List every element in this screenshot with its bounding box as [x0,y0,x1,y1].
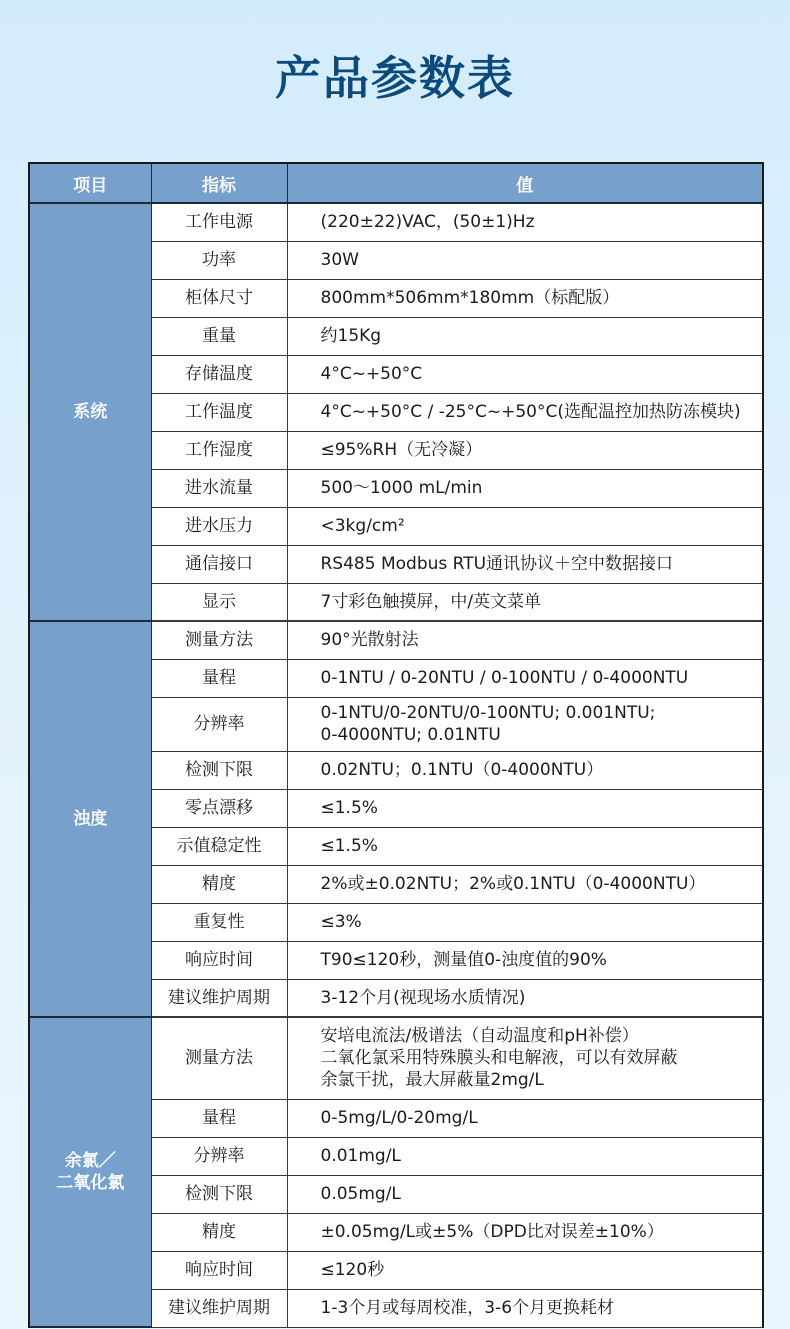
row-value: 3-12个月(视现场水质情况) [287,979,762,1017]
row-label: 精度 [151,865,287,903]
row-label: 存储温度 [151,355,287,393]
spec-table-container [28,162,764,1328]
row-label: 量程 [151,1099,287,1137]
row-value: 0-5mg/L/0-20mg/L [287,1099,762,1137]
row-value: T90≤120秒，测量值0-浊度值的90% [287,941,762,979]
group-label-line: 二氧化氯 [56,1173,125,1193]
row-value: 1-3个月或每周校准，3-6个月更换耗材 [287,1289,762,1327]
row-label: 响应时间 [151,1251,287,1289]
row-label: 响应时间 [151,941,287,979]
row-label: 工作电源 [151,203,287,241]
row-label: 建议维护周期 [151,1289,287,1327]
header-indicator: 指标 [151,164,287,203]
table-row [30,203,762,241]
row-value: 500～1000 mL/min [287,469,762,507]
row-label: 功率 [151,241,287,279]
row-label: 检测下限 [151,751,287,789]
row-label: 分辨率 [151,697,287,751]
row-value: <3kg/cm² [287,507,762,545]
row-value: ≤120秒 [287,1251,762,1289]
row-value: RS485 Modbus RTU通讯协议＋空中数据接口 [287,545,762,583]
row-label: 重复性 [151,903,287,941]
row-value [287,697,762,751]
row-value: 7寸彩色触摸屏，中/英文菜单 [287,583,762,621]
row-value: 0.02NTU；0.1NTU（0-4000NTU） [287,751,762,789]
row-label: 检测下限 [151,1175,287,1213]
row-label: 分辨率 [151,1137,287,1175]
row-value-line: 余氯干扰，最大屏蔽量2mg/L [320,1070,544,1091]
row-value: ≤1.5% [287,789,762,827]
row-label: 工作温度 [151,393,287,431]
row-label: 测量方法 [151,621,287,659]
row-value-line: 二氧化氯采用特殊膜头和电解液，可以有效屏蔽 [320,1048,678,1069]
row-value: 0.01mg/L [287,1137,762,1175]
row-label: 进水流量 [151,469,287,507]
row-value-line: 0-4000NTU; 0.01NTU [320,725,501,745]
row-value: ≤3% [287,903,762,941]
row-value: 约15Kg [287,317,762,355]
row-label: 重量 [151,317,287,355]
table-header-row [30,164,762,203]
row-value: 90°光散射法 [287,621,762,659]
table-row [30,621,762,659]
row-value: 4°C~+50°C / -25°C~+50°C(选配温控加热防冻模块) [287,393,762,431]
row-label: 零点漂移 [151,789,287,827]
row-value: 0.05mg/L [287,1175,762,1213]
row-value-line: 0-1NTU/0-20NTU/0-100NTU; 0.001NTU; [320,703,656,723]
header-item: 项目 [30,164,151,203]
row-label: 测量方法 [151,1017,287,1099]
table-row [30,1017,762,1099]
group-label-line: 余氯／ [64,1151,116,1171]
row-label: 工作湿度 [151,431,287,469]
row-label: 进水压力 [151,507,287,545]
row-value: 30W [287,241,762,279]
row-label: 量程 [151,659,287,697]
row-label: 建议维护周期 [151,979,287,1017]
row-value: 0-1NTU / 0-20NTU / 0-100NTU / 0-4000NTU [287,659,762,697]
header-value: 值 [287,164,762,203]
row-value: ≤95%RH（无冷凝） [287,431,762,469]
row-value-line: 安培电流法/极谱法（自动温度和pH补偿） [320,1026,639,1047]
row-label: 柜体尺寸 [151,279,287,317]
row-value: 4°C~+50°C [287,355,762,393]
row-value: 2%或±0.02NTU；2%或0.1NTU（0-4000NTU） [287,865,762,903]
row-label: 显示 [151,583,287,621]
group-label-chlorine [30,1017,151,1327]
row-value: 800mm*506mm*180mm（标配版） [287,279,762,317]
row-value [287,1017,762,1099]
spec-table [30,164,762,1328]
row-label: 精度 [151,1213,287,1251]
row-value: ≤1.5% [287,827,762,865]
row-label: 示值稳定性 [151,827,287,865]
row-value: ±0.05mg/L或±5%（DPD比对误差±10%） [287,1213,762,1251]
row-label: 通信接口 [151,545,287,583]
page-title: 产品参数表 [275,51,515,105]
group-label-turbidity: 浊度 [30,621,151,1017]
row-value: (220±22)VAC，(50±1)Hz [287,203,762,241]
group-label-system: 系统 [30,203,151,621]
